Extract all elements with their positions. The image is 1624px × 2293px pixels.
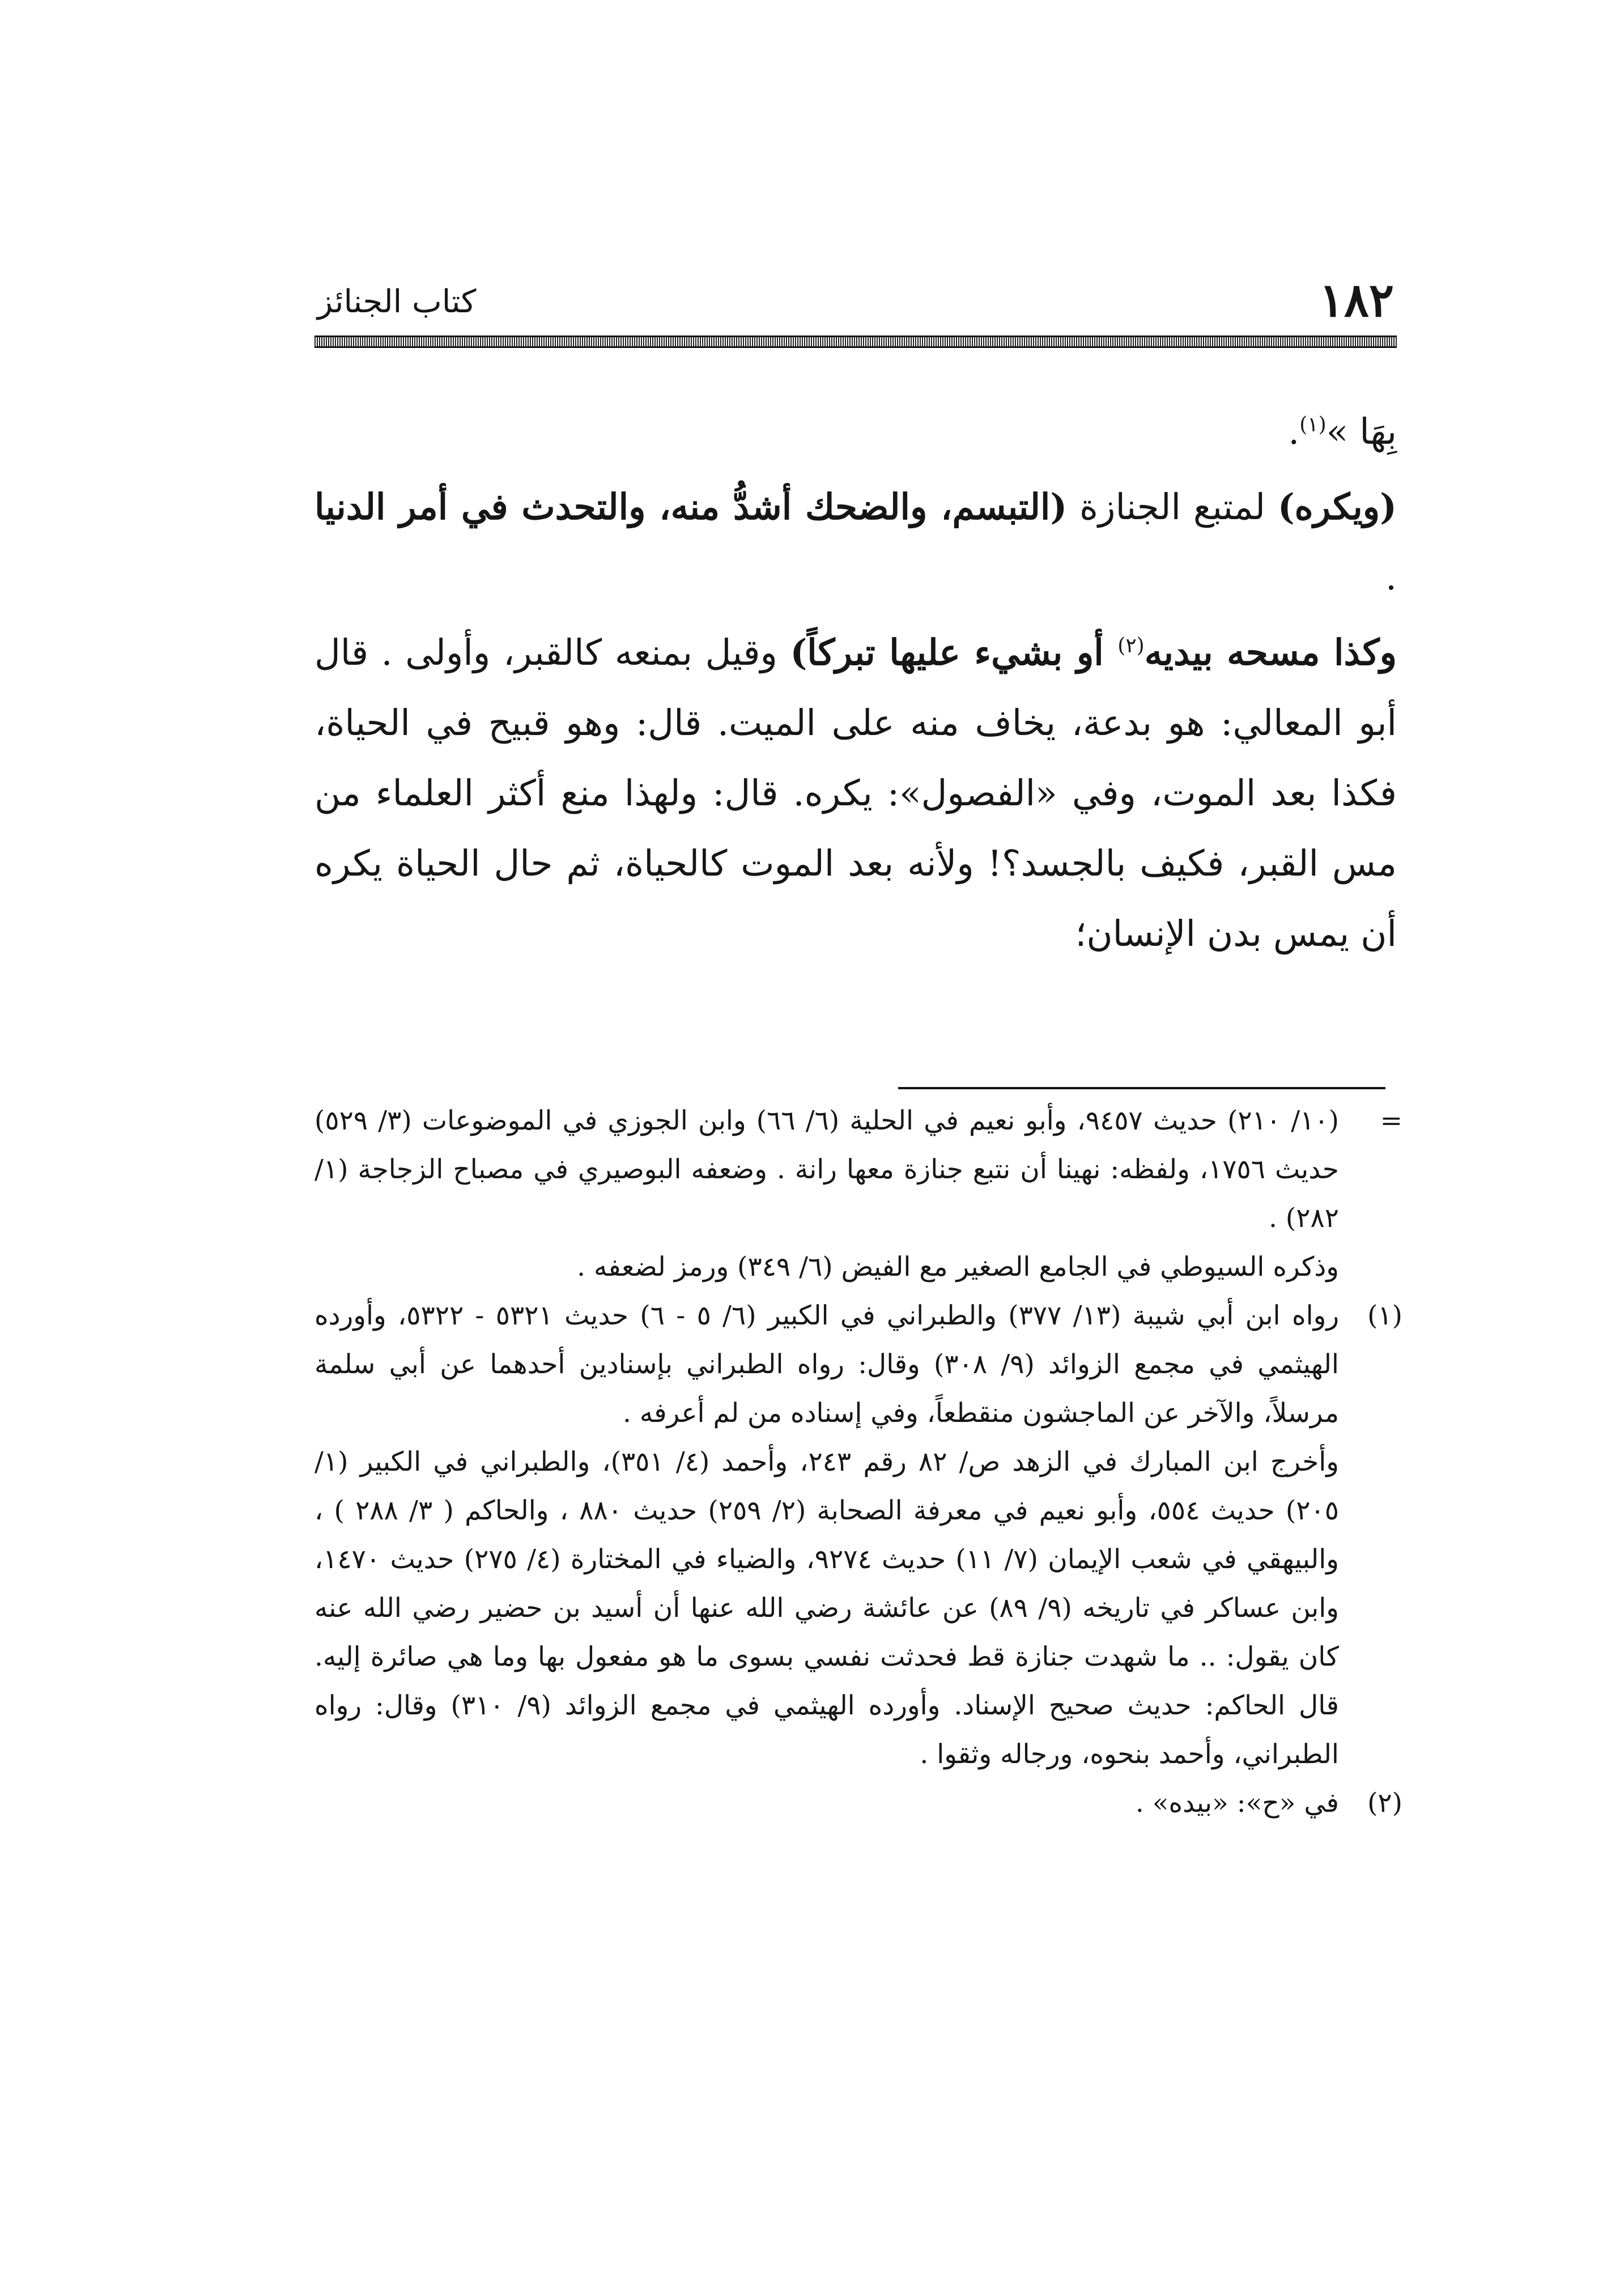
footnote-2	[314, 1779, 1402, 1828]
footnote-text: (١٠/ ٢١٠) حديث ٩٤٥٧، وأبو نعيم في الحلية (٦/ ٦٦) وابن الجوزي في الموضوعات (٣/ ٥٢٩) حديث ١٧٥٦، ولفظه: نهينا أن نتبع جنازة معها رانة . وضعفه البوصيري في مصباح الزجاجة (١/ ٢٨٢) .	[314, 1105, 1339, 1234]
footnote-marker: (١)	[1367, 1300, 1402, 1331]
footnote-text: وذكره السيوطي في الجامع الصغير مع الفيض (٦/ ٣٤٩) ورمز لضعفه .	[577, 1251, 1339, 1283]
footnote-marker: =	[1380, 1105, 1402, 1136]
footnotes	[314, 1097, 1402, 1828]
paragraph-touching: وكذا مسحه بيديه$^{(٢)}$ أو بشيء عليها تبركاً) وقيل بمنعه كالقبر، وأولى . قال أبو المعالي: هو بدعة، يخاف منه على الميت. قال: وهو قبيح في الحياة، فكذا بعد الموت، وفي «الفصول»: يكره. قال: ولهذا منع أكثر العلماء من مس القبر، فكيف بالجسد؟! ولأنه بعد الموت كالحياة، ثم حال الحياة يكره أن يمس بدن الإنسان؛	[314, 631, 1397, 954]
footnote-separator	[898, 1087, 1385, 1089]
footnote-ref-1: (١)	[1299, 413, 1327, 436]
footnote-continued	[314, 1097, 1402, 1292]
main-text	[314, 397, 1397, 969]
footnote-text: في «ح»: «بيده» .	[1135, 1787, 1339, 1819]
footnote-ref-2: (٢)	[1117, 634, 1145, 657]
footnote-1	[314, 1292, 1402, 1779]
paragraph-makruh: (ويكره) لمتبع الجنازة (التبسم، والضحك أشدُّ منه، والتحدث في أمر الدنيا .	[314, 486, 1397, 598]
footnote-marker: (٢)	[1367, 1787, 1402, 1819]
header-rule	[314, 336, 1397, 348]
footnote-text: وأخرج ابن المبارك في الزهد ص/ ٨٢ رقم ٢٤٣، وأحمد (٤/ ٣٥١)، والطبراني في الكبير (١/ ٢٠٥) حديث ٥٥٤، وأبو نعيم في معرفة الصحابة (٢/ ٢٥٩) حديث ٨٨٠ ، والحاكم ( ٣/ ٢٨٨ ) ، والبيهقي في شعب الإيمان (٧/ ١١) حديث ٩٢٧٤، والضياء في المختارة (٤/ ٢٧٥) حديث ١٤٧٠، وابن عساكر في تاريخه (٩/ ٨٩) عن عائشة رضي الله عنها أن أسيد بن حضير رضي الله عنه كان يقول: .. ما شهدت جنازة قط فحدثت نفسي بسوى ما هو مفعول بها وما هي صائرة إليه. قال الحاكم: حديث صحيح الإسناد. وأورده الهيثمي في مجمع الزوائد (٩/ ٣١٠) وقال: رواه الطبراني، وأحمد بنحوه، ورجاله وثقوا .	[314, 1446, 1340, 1770]
footnote-text: رواه ابن أبي شيبة (١٣/ ٣٧٧) والطبراني في الكبير (٦/ ٥ - ٦) حديث ٥٣٢١ - ٥٣٢٢، وأورده الهيثمي في مجمع الزوائد (٩/ ٣٠٨) وقال: رواه الطبراني بإسنادين أحدهما عن أبي سلمة مرسلاً، والآخر عن الماجشون منقطعاً، وفي إسناده من لم أعرفه .	[314, 1300, 1340, 1429]
page-number: ١٨٢	[1319, 273, 1394, 328]
continuation-line: بِهَا »$^{(١)}$.	[1288, 411, 1397, 452]
chapter-title: كتاب الجنائز	[317, 283, 477, 320]
page-header	[317, 269, 1394, 332]
